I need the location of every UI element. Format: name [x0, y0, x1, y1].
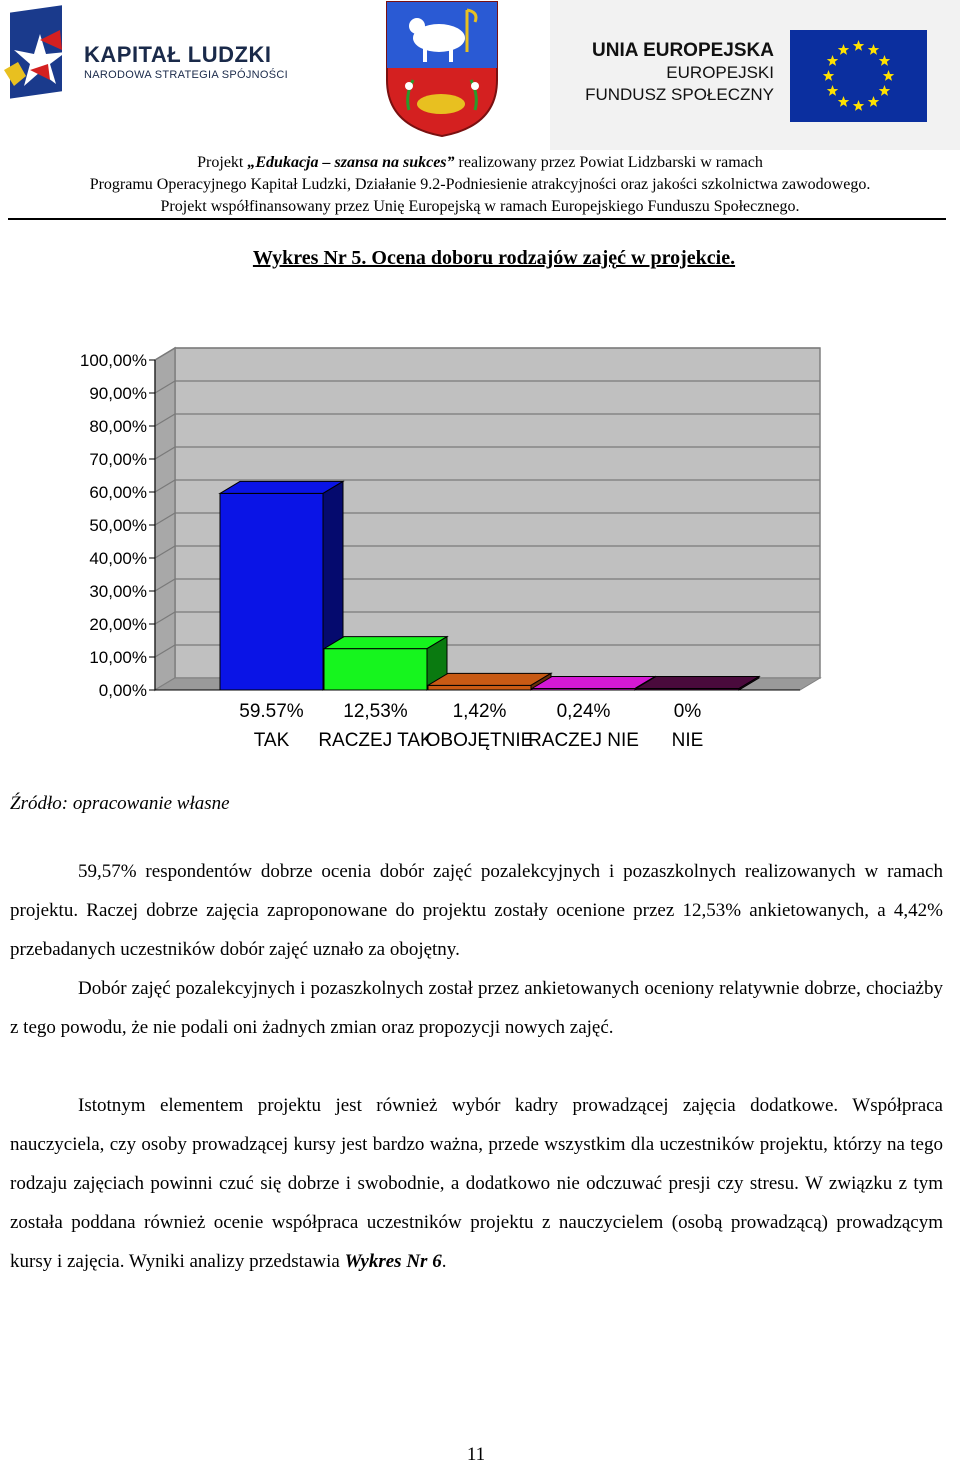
bar-top-4: [532, 677, 655, 689]
kl-subtitle: NARODOWA STRATEGIA SPÓJNOŚCI: [84, 69, 288, 81]
coat-of-arms-icon: [383, 0, 501, 138]
x-axis-labels: [239, 701, 703, 751]
y-tick-label: 70,00%: [89, 450, 147, 469]
paragraph-2: [10, 969, 943, 1047]
y-tick-label: 100,00%: [79, 351, 147, 370]
x-tick-label: TAK: [253, 730, 290, 751]
project-name: „Edukacja – szansa na sukces”: [247, 154, 455, 171]
paragraph-1: [10, 852, 943, 969]
y-tick-label: 90,00%: [89, 384, 147, 403]
project-line-3: Projekt współfinansowany przez Unię Europejską w ramach Europejskiego Funduszu Społecznego.: [160, 198, 800, 215]
bar-top-5: [636, 677, 759, 689]
y-tick-label: 10,00%: [89, 648, 147, 667]
kl-title: KAPITAŁ LUDZKI: [84, 42, 272, 67]
eu-title: UNIA EUROPEJSKA: [592, 40, 774, 61]
eu-subtitle-1: EUROPEJSKI: [666, 63, 774, 82]
y-tick-label: 20,00%: [89, 615, 147, 634]
bar-top-1: [220, 481, 343, 493]
paragraph-2-text: Dobór zajęć pozalekcyjnych i pozaszkolnych został przez ankietowanych oceniony relatywnie dobrze, chociażby z tego powodu, że nie podali oni żadnych zmian oraz propozycji nowych zajęć.: [10, 978, 943, 1038]
y-tick-label: 60,00%: [89, 483, 147, 502]
bar-value-label: 0%: [673, 701, 702, 722]
kapital-ludzki-logo: [0, 0, 300, 110]
x-tick-label: RACZEJ NIE: [528, 730, 639, 751]
chart-reference: Wykres Nr 6: [344, 1251, 442, 1272]
y-tick-label: 40,00%: [89, 549, 147, 568]
paragraph-3: [10, 1086, 943, 1281]
powiat-crest: [383, 0, 501, 138]
x-tick-label: OBOJĘTNIE: [425, 730, 534, 751]
eu-logo: [550, 0, 960, 150]
kapital-ludzki-emblem-icon: [0, 0, 80, 110]
chart-title: Wykres Nr 5. Ocena doboru rodzajów zajęć w projekcie.: [252, 247, 736, 269]
page-header: [0, 0, 960, 150]
bar-top-2: [324, 637, 447, 649]
paragraph-1-text: 59,57% respondentów dobrze ocenia dobór zajęć pozalekcyjnych i pozaszkolnych realizowanych w ramach projektu. Raczej dobrze zajęcia zaproponowane do projektu zostały ocenione przez 12,53% ankietowanych, a 4,42% przebadanych uczestników dobór zajęć uznało za obojętny.: [10, 861, 943, 960]
bar-top-3: [428, 673, 551, 685]
bar-chart: [0, 330, 960, 770]
paragraph-3-end: .: [441, 1251, 447, 1272]
x-tick-label: RACZEJ TAK: [318, 730, 433, 751]
bar-3: [428, 685, 531, 690]
y-tick-label: 30,00%: [89, 582, 147, 601]
bar-value-label: 0,24%: [556, 701, 611, 722]
y-tick-label: 80,00%: [89, 417, 147, 436]
y-tick-label: 0,00%: [98, 681, 147, 700]
chart-source: Źródło: opracowanie własne: [10, 793, 230, 814]
project-line-2: Programu Operacyjnego Kapitał Ludzki, Działanie 9.2-Podniesienie atrakcyjności oraz jakości szkolnictwa zawodowego.: [89, 176, 871, 193]
eu-subtitle-2: FUNDUSZ SPOŁECZNY: [585, 85, 774, 104]
x-tick-label: NIE: [671, 730, 704, 751]
project-info: [0, 152, 960, 218]
bar-value-label: 1,42%: [452, 701, 507, 722]
bar-value-label: 59.57%: [239, 701, 304, 722]
y-tick-label: 50,00%: [89, 516, 147, 535]
page-number: 11: [466, 1444, 486, 1465]
project-prefix: Projekt: [197, 154, 248, 171]
project-line-1: [0, 152, 960, 174]
header-divider: [8, 218, 946, 220]
eu-flag-icon: [790, 30, 927, 122]
bar-1: [220, 493, 323, 690]
paragraph-3-text: Istotnym elementem projektu jest również wybór kadry prowadzącej zajęcia dodatkowe. Współpraca nauczyciela, czy osoby prowadzącej kursy jest bardzo ważna, przede wszystkim dla uczestników projektu, którzy na tego rodzaju zajęciach powinni czuć się dobrze i swobodnie, a dodatkowo nie odczuwać presji czy stresu. W związku z tym została poddana również ocenie współpraca uczestników projektu z nauczycielem (osobą prowadzącą) prowadzącym kursy i zajęcia. Wyniki analizy przedstawia: [10, 1095, 943, 1272]
bar-2: [324, 649, 427, 690]
project-suffix: realizowany przez Powiat Lidzbarski w ramach: [454, 154, 763, 171]
bar-value-label: 12,53%: [343, 701, 408, 722]
